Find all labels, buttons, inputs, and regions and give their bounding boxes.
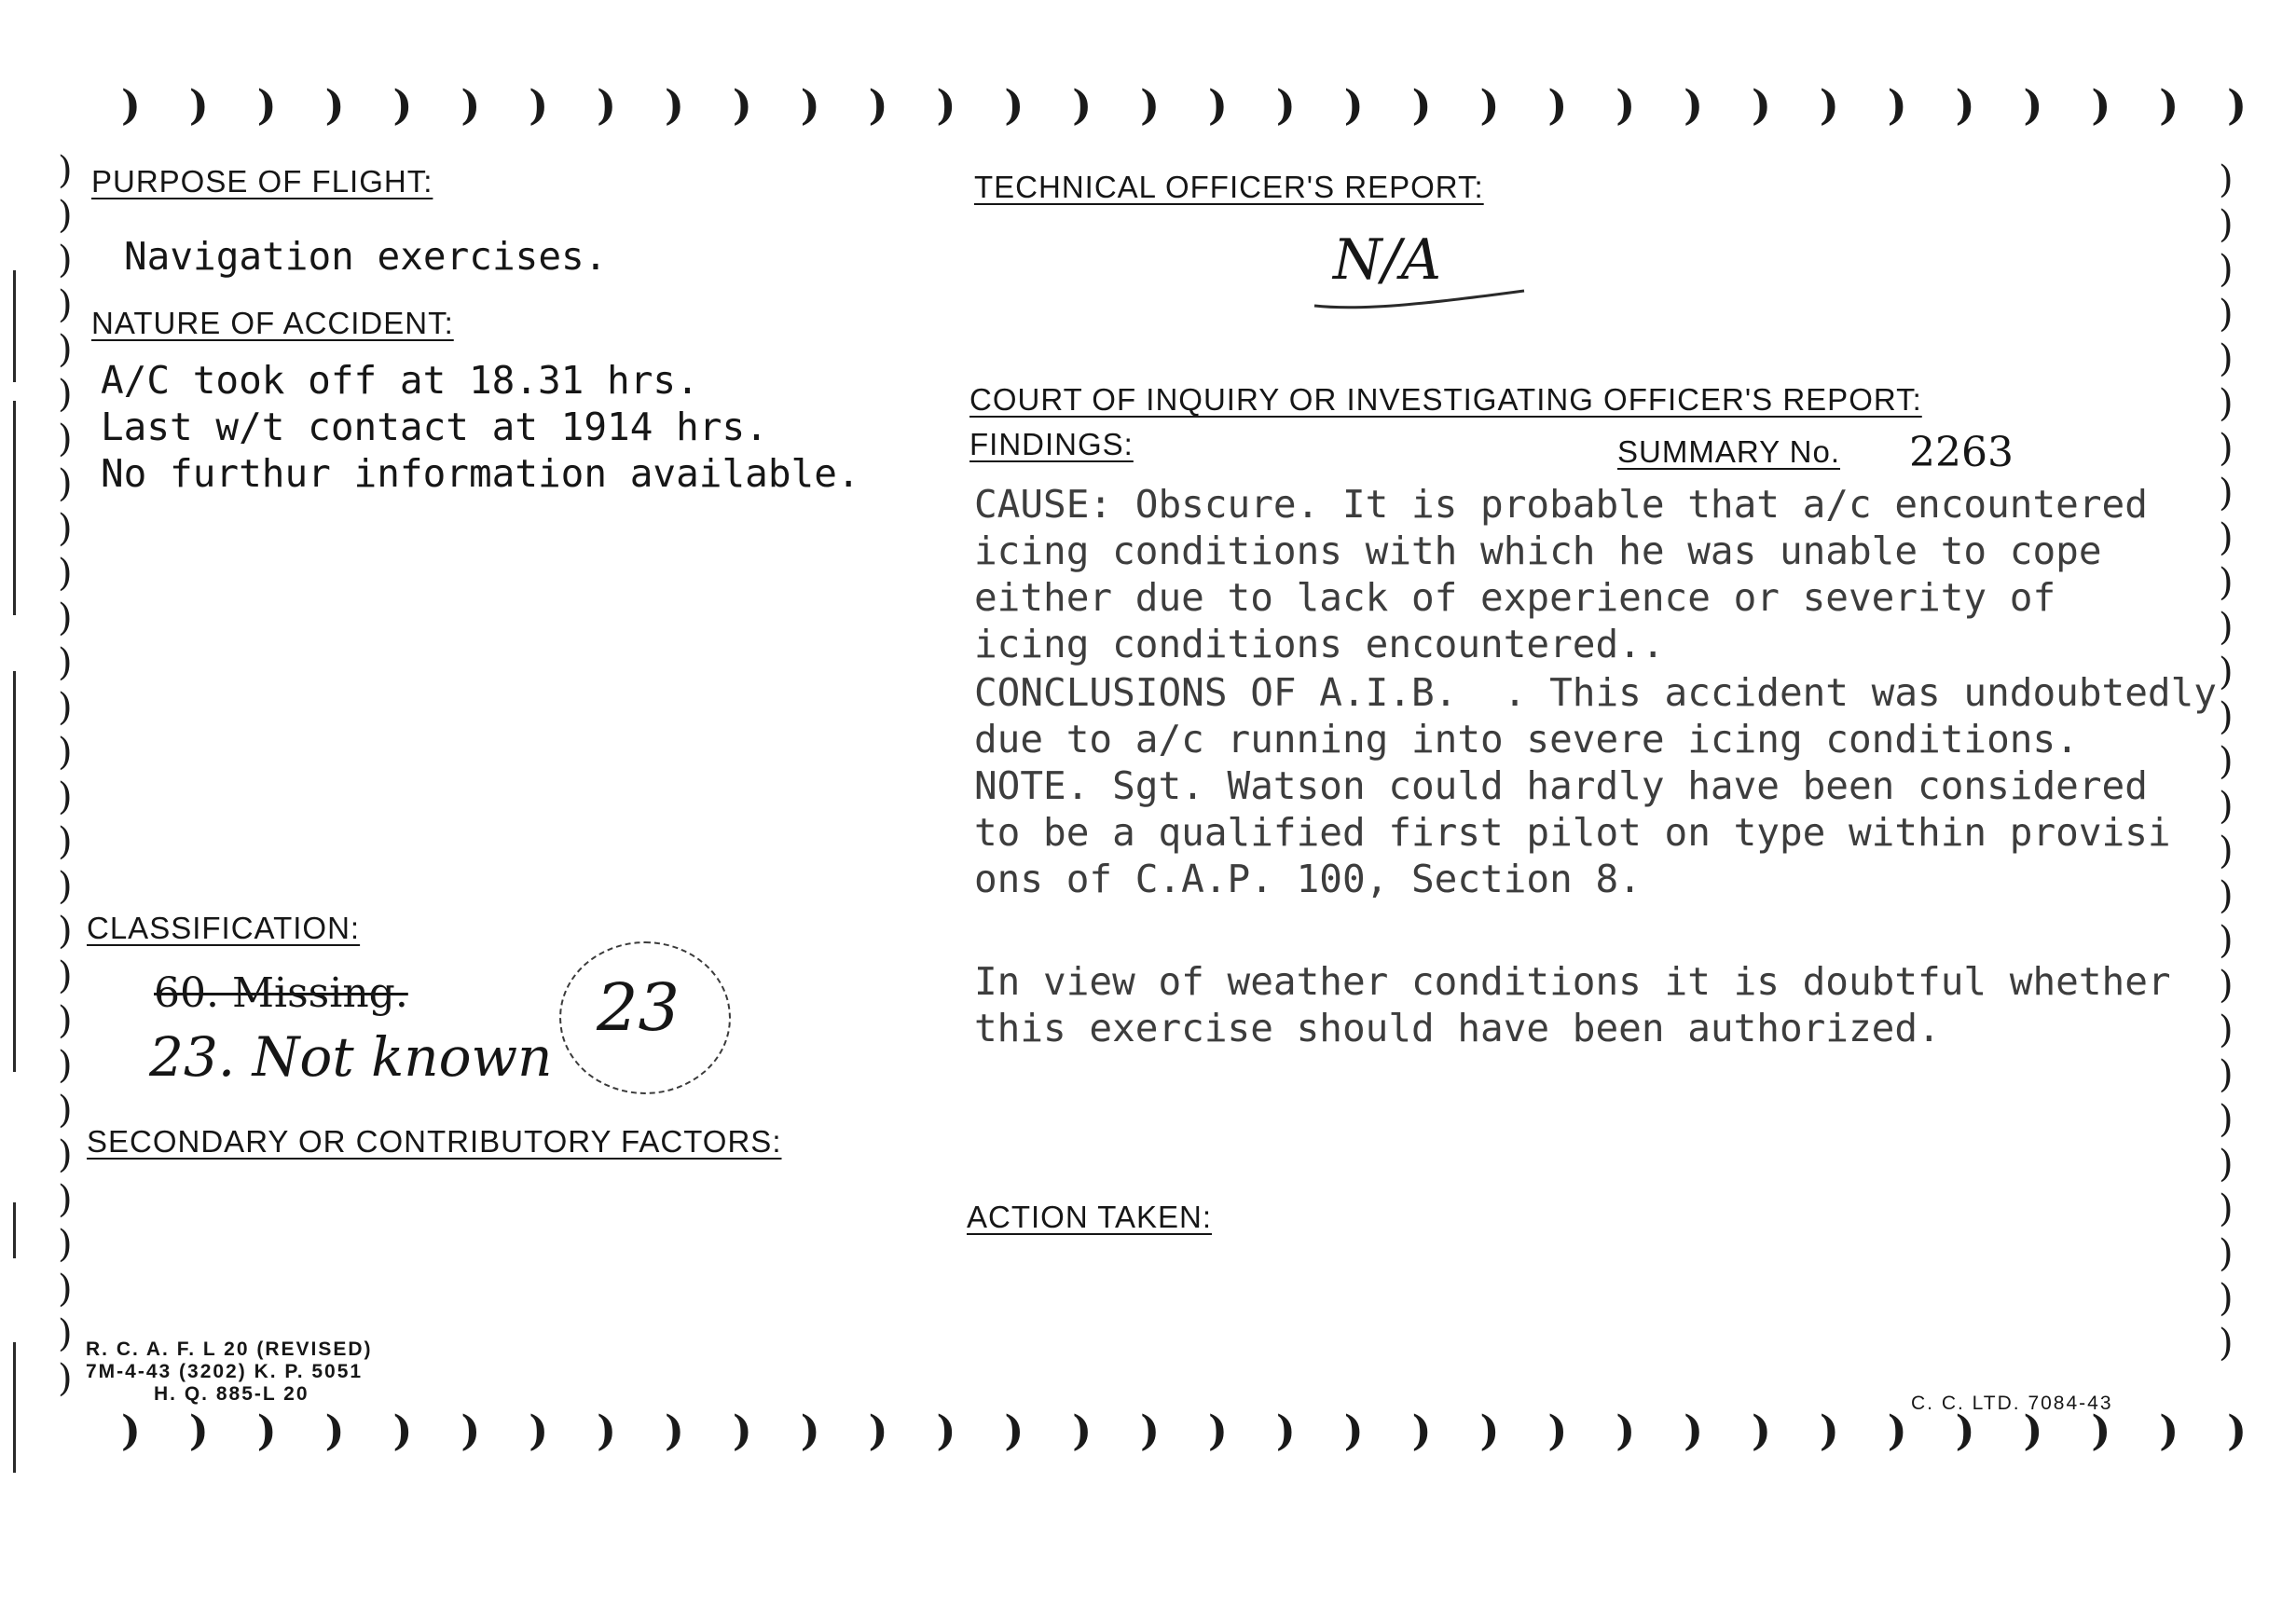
perforation-mark: ) bbox=[1072, 82, 1093, 130]
perforation-mark: ) bbox=[2219, 830, 2234, 872]
perforation-mark: ) bbox=[2219, 1187, 2234, 1230]
left-edge-mark bbox=[13, 270, 16, 382]
left-edge-mark bbox=[13, 671, 16, 1072]
perforation-mark: ) bbox=[324, 82, 345, 130]
perforation-mark: ) bbox=[2219, 1098, 2234, 1141]
perforation-mark: ) bbox=[58, 954, 73, 997]
perforation-mark: ) bbox=[188, 82, 209, 130]
perforation-mark: ) bbox=[2159, 82, 2179, 130]
perforation-mark: ) bbox=[1004, 82, 1024, 130]
perforation-mark: ) bbox=[1955, 82, 1975, 130]
perforation-mark: ) bbox=[2219, 606, 2234, 649]
form-code-line-1: R. C. A. F. L 20 (REVISED) bbox=[86, 1338, 373, 1360]
top-perforation bbox=[121, 82, 2247, 130]
classification-struck-entry: 60. Missing. bbox=[154, 969, 408, 1017]
perforation-mark: ) bbox=[2219, 785, 2234, 828]
findings-line-4: icing conditions encountered.. bbox=[974, 622, 1665, 666]
perforation-mark: ) bbox=[2023, 1407, 2043, 1455]
perforation-mark: ) bbox=[597, 1407, 616, 1455]
perforation-mark: ) bbox=[2219, 337, 2234, 380]
perforation-mark: ) bbox=[800, 82, 820, 130]
perforation-mark: ) bbox=[936, 82, 956, 130]
findings-line-3: either due to lack of experience or severity of bbox=[974, 575, 2056, 620]
perforation-mark: ) bbox=[1208, 82, 1228, 130]
perforation-mark: ) bbox=[2219, 427, 2234, 470]
perforation-mark: ) bbox=[58, 820, 73, 863]
perforation-mark: ) bbox=[936, 1407, 956, 1455]
perforation-mark: ) bbox=[392, 82, 413, 130]
perforation-mark: ) bbox=[58, 462, 73, 505]
perforation-mark: ) bbox=[2219, 248, 2234, 291]
perforation-mark: ) bbox=[2219, 203, 2234, 246]
weather-note-line-2: this exercise should have been authorized. bbox=[974, 1006, 1941, 1050]
perforation-mark: ) bbox=[2219, 740, 2234, 783]
perforation-mark: ) bbox=[58, 194, 73, 237]
technical-officer-underline bbox=[1310, 280, 1533, 317]
perforation-mark: ) bbox=[324, 1407, 345, 1455]
perforation-mark: ) bbox=[58, 283, 73, 326]
perforation-mark: ) bbox=[58, 1357, 73, 1400]
summary-number-label: SUMMARY No. bbox=[1617, 434, 1841, 469]
perforation-mark: ) bbox=[58, 1268, 73, 1311]
perforation-mark: ) bbox=[58, 910, 73, 953]
summary-number-value: 2263 bbox=[1909, 429, 2014, 476]
perforation-mark: ) bbox=[1887, 1407, 1907, 1455]
form-code-line-2: 7M-4-43 (3202) K. P. 5051 bbox=[86, 1361, 364, 1382]
perforation-mark: ) bbox=[58, 731, 73, 774]
perforation-mark: ) bbox=[121, 82, 141, 130]
perforation-mark: ) bbox=[58, 1312, 73, 1355]
perforation-mark: ) bbox=[58, 373, 73, 416]
perforation-mark: ) bbox=[868, 82, 888, 130]
classification-heading: CLASSIFICATION: bbox=[87, 911, 361, 945]
perforation-mark: ) bbox=[256, 82, 277, 130]
form-code-line-3: H. Q. 885-L 20 bbox=[154, 1383, 309, 1405]
perforation-mark: ) bbox=[1004, 1407, 1024, 1455]
findings-line-7: NOTE. Sgt. Watson could hardly have been considered bbox=[974, 763, 2148, 808]
perforation-mark: ) bbox=[2219, 516, 2234, 559]
technical-officer-handwritten: N/A bbox=[1333, 227, 1442, 293]
findings-heading: FINDINGS: bbox=[969, 427, 1134, 461]
perforation-mark: ) bbox=[1752, 82, 1771, 130]
perforation-mark: ) bbox=[1819, 82, 1839, 130]
perforation-mark: ) bbox=[868, 1407, 888, 1455]
findings-line-9: ons of C.A.P. 100, Section 8. bbox=[974, 857, 1642, 901]
perforation-mark: ) bbox=[1819, 1407, 1839, 1455]
perforation-mark: ) bbox=[58, 1044, 73, 1087]
perforation-mark: ) bbox=[2219, 874, 2234, 917]
nature-of-accident-heading: NATURE OF ACCIDENT: bbox=[91, 306, 454, 340]
printer-code: C. C. LTD. 7084-43 bbox=[1911, 1393, 2113, 1414]
perforation-mark: ) bbox=[2219, 293, 2234, 336]
technical-officer-heading: TECHNICAL OFFICER'S REPORT: bbox=[974, 170, 1484, 204]
perforation-mark: ) bbox=[58, 239, 73, 281]
perforation-mark: ) bbox=[188, 1407, 209, 1455]
perforation-mark: ) bbox=[2219, 919, 2234, 962]
perforation-mark: ) bbox=[58, 1223, 73, 1266]
perforation-mark: ) bbox=[1208, 1407, 1228, 1455]
classification-handwritten-entry: 23. Not known bbox=[149, 1025, 553, 1089]
perforation-mark: ) bbox=[1684, 1407, 1703, 1455]
perforation-mark: ) bbox=[732, 1407, 752, 1455]
nature-line-2: Last w/t contact at 1914 hrs. bbox=[101, 405, 768, 449]
perforation-mark: ) bbox=[2227, 82, 2247, 130]
nature-line-1: A/C took off at 18.31 hrs. bbox=[101, 358, 699, 403]
perforation-mark: ) bbox=[1615, 82, 1636, 130]
perforation-mark: ) bbox=[1547, 1407, 1568, 1455]
perforation-mark: ) bbox=[58, 999, 73, 1042]
perforation-mark: ) bbox=[58, 686, 73, 729]
findings-line-2: icing conditions with which he was unable to cope bbox=[974, 528, 2102, 573]
purpose-of-flight-text: Navigation exercises. bbox=[124, 234, 608, 279]
perforation-mark: ) bbox=[2227, 1407, 2247, 1455]
findings-line-5: CONCLUSIONS OF A.I.B. . This accident was undoubtedly bbox=[974, 670, 2217, 715]
perforation-mark: ) bbox=[58, 1089, 73, 1132]
perforation-mark: ) bbox=[1072, 1407, 1093, 1455]
perforation-mark: ) bbox=[665, 1407, 684, 1455]
action-taken-heading: ACTION TAKEN: bbox=[967, 1200, 1212, 1234]
perforation-mark: ) bbox=[2023, 82, 2043, 130]
perforation-mark: ) bbox=[2219, 1053, 2234, 1096]
perforation-mark: ) bbox=[732, 82, 752, 130]
perforation-mark: ) bbox=[1955, 1407, 1975, 1455]
perforation-mark: ) bbox=[58, 776, 73, 818]
perforation-mark: ) bbox=[121, 1407, 141, 1455]
left-edge-mark bbox=[13, 1342, 16, 1473]
perforation-mark: ) bbox=[2219, 472, 2234, 515]
perforation-mark: ) bbox=[58, 597, 73, 639]
perforation-mark: ) bbox=[2219, 651, 2234, 693]
purpose-of-flight-heading: PURPOSE OF FLIGHT: bbox=[91, 164, 433, 199]
perforation-mark: ) bbox=[2219, 695, 2234, 738]
perforation-mark: ) bbox=[58, 507, 73, 550]
nature-line-3: No furthur information available. bbox=[101, 451, 860, 496]
perforation-mark: ) bbox=[256, 1407, 277, 1455]
perforation-mark: ) bbox=[58, 1178, 73, 1221]
perforation-mark: ) bbox=[1140, 82, 1160, 130]
perforation-mark: ) bbox=[58, 865, 73, 908]
perforation-mark: ) bbox=[2219, 964, 2234, 1007]
left-edge-mark bbox=[13, 1202, 16, 1258]
perforation-mark: ) bbox=[597, 82, 616, 130]
perforation-mark: ) bbox=[2219, 158, 2234, 201]
perforation-mark: ) bbox=[1479, 82, 1500, 130]
perforation-mark: ) bbox=[58, 328, 73, 371]
weather-note-line-1: In view of weather conditions it is doubtful whether bbox=[974, 959, 2171, 1004]
perforation-mark: ) bbox=[58, 1133, 73, 1176]
perforation-mark: ) bbox=[800, 1407, 820, 1455]
perforation-mark: ) bbox=[1615, 1407, 1636, 1455]
court-of-inquiry-heading: COURT OF INQUIRY OR INVESTIGATING OFFICER'S REPORT: bbox=[969, 382, 1922, 417]
perforation-mark: ) bbox=[529, 1407, 549, 1455]
perforation-mark: ) bbox=[2219, 382, 2234, 425]
findings-line-6: due to a/c running into severe icing conditions. bbox=[974, 717, 2079, 762]
classification-circled-number: 23 bbox=[597, 969, 681, 1046]
secondary-factors-heading: SECONDARY OR CONTRIBUTORY FACTORS: bbox=[87, 1124, 782, 1159]
perforation-mark: ) bbox=[2219, 561, 2234, 604]
findings-line-8: to be a qualified first pilot on type within provisi bbox=[974, 810, 2171, 855]
perforation-mark: ) bbox=[1479, 1407, 1500, 1455]
perforation-mark: ) bbox=[2219, 1277, 2234, 1320]
perforation-mark: ) bbox=[2159, 1407, 2179, 1455]
left-edge-mark bbox=[13, 401, 16, 615]
perforation-mark: ) bbox=[2219, 1009, 2234, 1051]
perforation-mark: ) bbox=[1411, 82, 1432, 130]
perforation-mark: ) bbox=[2091, 1407, 2111, 1455]
perforation-mark: ) bbox=[58, 149, 73, 192]
perforation-mark: ) bbox=[2219, 1143, 2234, 1186]
perforation-mark: ) bbox=[1140, 1407, 1160, 1455]
perforation-mark: ) bbox=[2219, 1322, 2234, 1365]
perforation-mark: ) bbox=[1275, 82, 1296, 130]
perforation-mark: ) bbox=[2091, 82, 2111, 130]
perforation-mark: ) bbox=[461, 1407, 481, 1455]
findings-line-1: CAUSE: Obscure. It is probable that a/c encountered bbox=[974, 482, 2148, 527]
perforation-mark: ) bbox=[665, 82, 684, 130]
perforation-mark: ) bbox=[392, 1407, 413, 1455]
perforation-mark: ) bbox=[1547, 82, 1568, 130]
perforation-mark: ) bbox=[1343, 82, 1364, 130]
perforation-mark: ) bbox=[529, 82, 549, 130]
perforation-mark: ) bbox=[1887, 82, 1907, 130]
perforation-mark: ) bbox=[58, 418, 73, 460]
perforation-mark: ) bbox=[1275, 1407, 1296, 1455]
perforation-mark: ) bbox=[1684, 82, 1703, 130]
perforation-mark: ) bbox=[58, 552, 73, 595]
perforation-mark: ) bbox=[58, 641, 73, 684]
perforation-mark: ) bbox=[1343, 1407, 1364, 1455]
perforation-mark: ) bbox=[2219, 1232, 2234, 1275]
perforation-mark: ) bbox=[461, 82, 481, 130]
perforation-mark: ) bbox=[1411, 1407, 1432, 1455]
perforation-mark: ) bbox=[1752, 1407, 1771, 1455]
